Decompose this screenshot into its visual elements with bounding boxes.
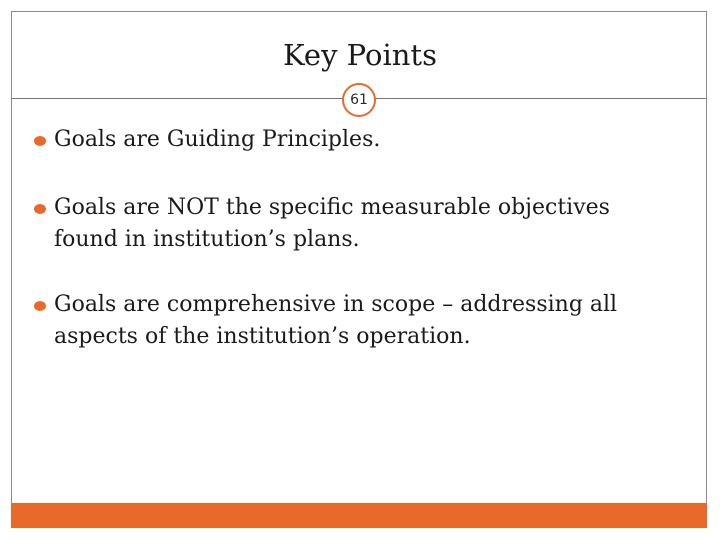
page-number: 61: [350, 92, 368, 108]
bullet-dot-icon: [34, 136, 46, 146]
bullet-text: Goals are NOT the specific measurable objectives found in institution’s plans.: [54, 195, 610, 252]
bullet-item: [32, 124, 672, 156]
page-number-badge: [342, 83, 376, 117]
bullet-text: Goals are comprehensive in scope – addressing all aspects of the institution’s operation.: [54, 292, 618, 349]
bullet-dot-icon: [34, 301, 46, 311]
footer-accent-bar: [11, 503, 707, 528]
bullet-item: [32, 289, 672, 353]
bullet-dot-icon: [34, 204, 46, 214]
bullet-text: Goals are Guiding Principles.: [54, 127, 381, 152]
bullet-list: [32, 124, 672, 389]
bullet-item: [32, 192, 672, 256]
slide-title: Key Points: [283, 38, 437, 72]
